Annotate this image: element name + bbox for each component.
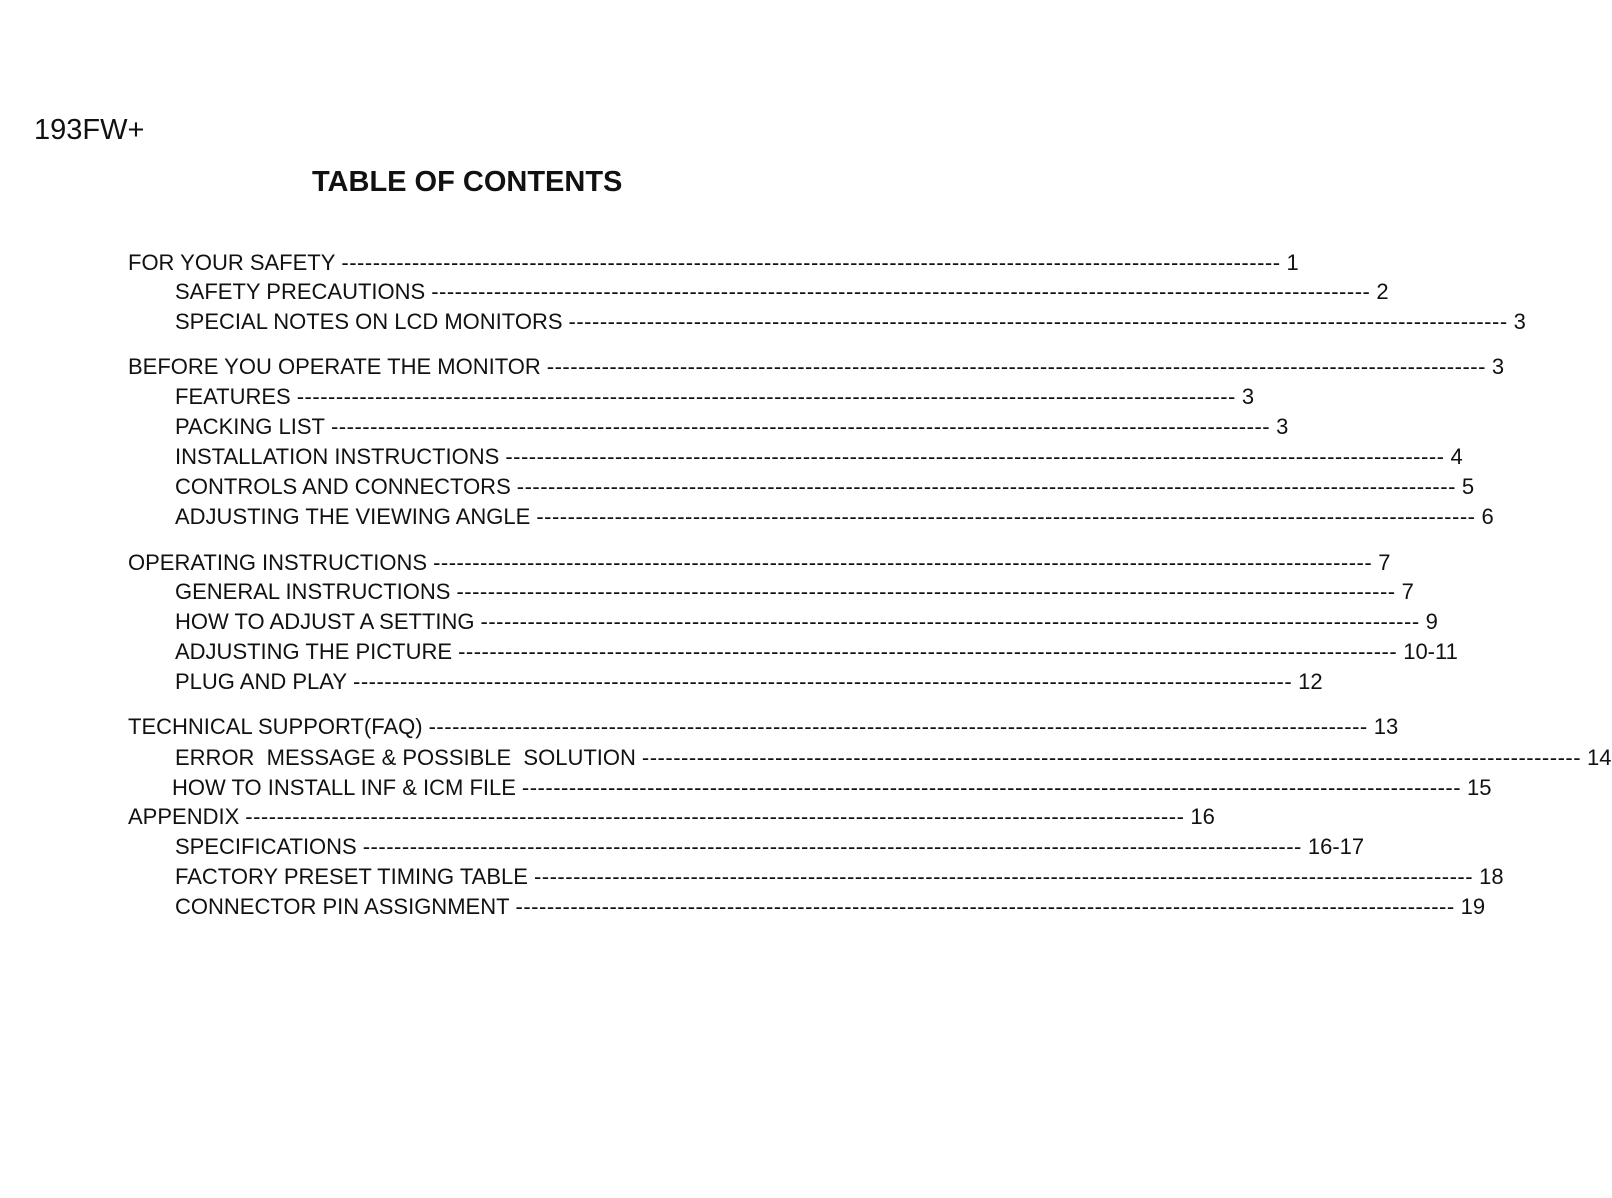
dot-leader: ------------------------------------------------------------------------------------------------------------------------ [546, 354, 1486, 379]
toc-entry-label: ADJUSTING THE PICTURE [175, 639, 453, 664]
toc-entry-page: 3 [1276, 414, 1289, 439]
toc-entry-page: 15 [1467, 775, 1492, 800]
toc-entry-page: 12 [1298, 669, 1323, 694]
toc-entry-label: APPENDIX [128, 804, 240, 829]
dot-leader: ------------------------------------------------------------------------------------------------------------------------ [521, 775, 1462, 800]
toc-entry-install-inf-icm[interactable] [172, 774, 1492, 802]
dot-leader: ------------------------------------------------------------------------------------------------------------------------ [458, 639, 1398, 664]
toc-entry-for-your-safety[interactable] [128, 249, 1299, 277]
toc-entry-operating-instructions[interactable] [128, 549, 1391, 577]
dot-leader: ------------------------------------------------------------------------------------------------------------------------ [341, 250, 1281, 275]
toc-entry-packing-list[interactable] [175, 413, 1289, 441]
toc-entry-factory-preset-timing[interactable] [175, 863, 1504, 891]
toc-entry-controls-and-connectors[interactable] [175, 473, 1475, 501]
dot-leader: ------------------------------------------------------------------------------------------------------------------------ [353, 669, 1293, 694]
toc-entry-page: 3 [1241, 384, 1255, 409]
toc-entry-specifications[interactable] [175, 833, 1365, 861]
toc-entry-page: 9 [1425, 609, 1438, 634]
toc-entry-label: PLUG AND PLAY [175, 669, 347, 694]
page-title: TABLE OF CONTENTS [312, 166, 623, 198]
toc-entry-label: FACTORY PRESET TIMING TABLE [175, 864, 528, 889]
toc-entry-before-you-operate[interactable] [128, 353, 1505, 381]
toc-entry-page: 7 [1378, 550, 1391, 575]
toc-entry-technical-support[interactable] [128, 713, 1399, 741]
toc-entry-label: BEFORE YOU OPERATE THE MONITOR [128, 354, 541, 379]
toc-entry-plug-and-play[interactable] [175, 668, 1323, 696]
toc-entry-page: 14 [1587, 745, 1612, 770]
toc-entry-page: 13 [1373, 714, 1399, 739]
toc-entry-features[interactable] [175, 383, 1255, 411]
dot-leader: ------------------------------------------------------------------------------------------------------------------------ [641, 745, 1582, 770]
toc-entry-label: ADJUSTING THE VIEWING ANGLE [175, 504, 531, 529]
dot-leader: ------------------------------------------------------------------------------------------------------------------------ [505, 444, 1445, 469]
toc-entry-page: 16-17 [1307, 834, 1365, 859]
dot-leader: ------------------------------------------------------------------------------------------------------------------------ [245, 804, 1185, 829]
toc-entry-general-instructions[interactable] [175, 578, 1414, 606]
toc-entry-page: 10-11 [1403, 639, 1458, 664]
toc-entry-special-notes[interactable] [175, 308, 1526, 336]
toc-entry-page: 1 [1286, 250, 1299, 275]
dot-leader: ------------------------------------------------------------------------------------------------------------------------ [431, 279, 1371, 304]
toc-entry-label: INSTALLATION INSTRUCTIONS [175, 444, 500, 469]
toc-entry-page: 5 [1461, 474, 1475, 499]
toc-entry-label: CONNECTOR PIN ASSIGNMENT [175, 894, 510, 919]
dot-leader: ------------------------------------------------------------------------------------------------------------------------ [456, 579, 1396, 604]
toc-entry-label: TECHNICAL SUPPORT(FAQ) [128, 714, 423, 739]
toc-entry-adjusting-picture[interactable] [175, 638, 1458, 666]
toc-entry-page: 16 [1190, 804, 1215, 829]
dot-leader: ------------------------------------------------------------------------------------------------------------------------ [330, 414, 1271, 439]
toc-entry-label: SPECIAL NOTES ON LCD MONITORS [175, 309, 563, 334]
model-name: 193FW+ [34, 114, 145, 146]
toc-entry-label: HOW TO INSTALL INF & ICM FILE [172, 775, 516, 800]
toc-entry-page: 7 [1401, 579, 1414, 604]
toc-entry-viewing-angle[interactable] [175, 503, 1494, 531]
dot-leader: ------------------------------------------------------------------------------------------------------------------------ [296, 384, 1236, 409]
toc-entry-connector-pin-assignment[interactable] [175, 893, 1486, 921]
dot-leader: ------------------------------------------------------------------------------------------------------------------------ [362, 834, 1302, 859]
toc-entry-error-message[interactable] [175, 744, 1612, 772]
toc-entry-label: SPECIFICATIONS [175, 834, 357, 859]
toc-entry-label: ERROR MESSAGE & POSSIBLE SOLUTION [175, 745, 636, 770]
dot-leader: ------------------------------------------------------------------------------------------------------------------------ [433, 550, 1373, 575]
toc-entry-safety-precautions[interactable] [175, 278, 1389, 306]
toc-entry-label: FOR YOUR SAFETY [128, 250, 336, 275]
toc-entry-installation-instructions[interactable] [175, 443, 1463, 471]
dot-leader: ------------------------------------------------------------------------------------------------------------------------ [428, 714, 1368, 739]
toc-entry-label: GENERAL INSTRUCTIONS [175, 579, 451, 604]
toc-entry-label: FEATURES [175, 384, 291, 409]
toc-entry-page: 3 [1513, 309, 1526, 334]
toc-entry-label: PACKING LIST [175, 414, 325, 439]
toc-entry-page: 18 [1479, 864, 1504, 889]
toc-entry-page: 19 [1460, 894, 1486, 919]
dot-leader: ------------------------------------------------------------------------------------------------------------------------ [533, 864, 1474, 889]
toc-entry-page: 4 [1450, 444, 1463, 469]
toc-entry-page: 2 [1376, 279, 1389, 304]
dot-leader: ------------------------------------------------------------------------------------------------------------------------ [536, 504, 1476, 529]
dot-leader: ------------------------------------------------------------------------------------------------------------------------ [515, 894, 1455, 919]
dot-leader: ------------------------------------------------------------------------------------------------------------------------ [480, 609, 1420, 634]
toc-entry-label: OPERATING INSTRUCTIONS [128, 550, 428, 575]
dot-leader: ------------------------------------------------------------------------------------------------------------------------ [516, 474, 1456, 499]
toc-entry-appendix[interactable] [128, 803, 1215, 831]
toc-entry-page: 6 [1481, 504, 1494, 529]
toc-entry-page: 3 [1491, 354, 1505, 379]
toc-entry-adjust-setting[interactable] [175, 608, 1438, 636]
toc-entry-label: SAFETY PRECAUTIONS [175, 279, 426, 304]
toc-entry-label: HOW TO ADJUST A SETTING [175, 609, 475, 634]
dot-leader: ------------------------------------------------------------------------------------------------------------------------ [568, 309, 1508, 334]
toc-entry-label: CONTROLS AND CONNECTORS [175, 474, 511, 499]
